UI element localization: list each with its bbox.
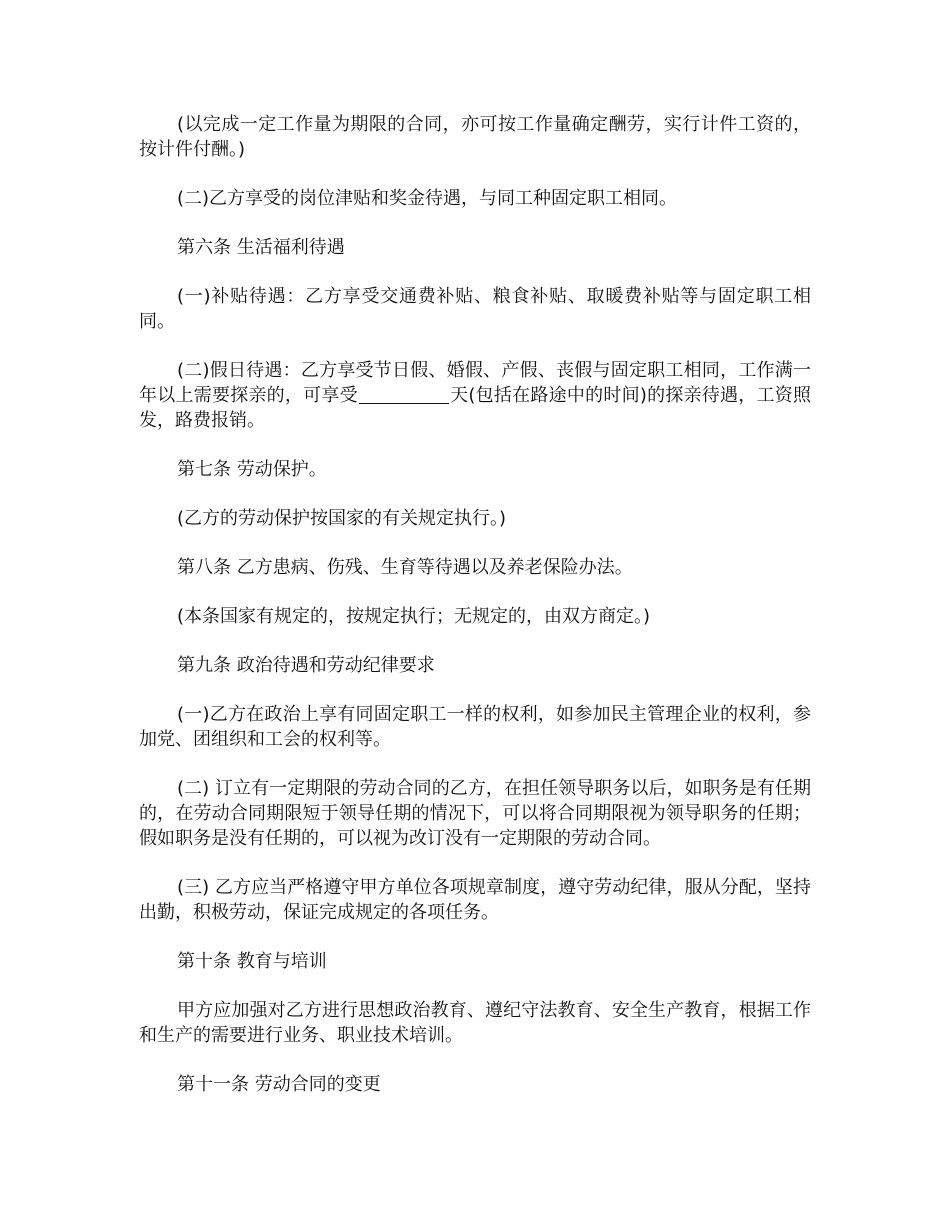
paragraph-holiday <box>139 358 811 433</box>
paragraph-leadership-term: (二) 订立有一定期限的劳动合同的乙方，在担任领导职务以后，如职务是有任期的，在劳动合同期限短于领导任期的情况下，可以将合同期限视为领导职务的任期；假如职务是没有任期的，可以视为改订没有一定期限的劳动合同。 <box>139 778 811 849</box>
paragraph-article-8-note: (本条国家有规定的，按规定执行；无规定的，由双方商定。) <box>177 606 651 627</box>
heading-article-8: 第八条 乙方患病、伤残、生育等待遇以及养老保险办法。 <box>177 557 633 578</box>
holiday-text-after: 天(包括在路途中的时间)的探亲待遇，工资照发，路费报销。 <box>139 385 812 431</box>
heading-article-11: 第十一条 劳动合同的变更 <box>177 1074 381 1095</box>
document-page <box>139 112 811 1121</box>
paragraph-allowance-bonus: (二)乙方享受的岗位津贴和奖金待遇，与同工种固定职工相同。 <box>177 188 678 209</box>
days-blank-field <box>359 385 449 404</box>
paragraph-subsidy: (一)补贴待遇：乙方享受交通费补贴、粮食补贴、取暖费补贴等与固定职工相同。 <box>139 286 811 332</box>
heading-article-10: 第十条 教育与培训 <box>177 951 327 972</box>
heading-article-6: 第六条 生活福利待遇 <box>177 237 345 258</box>
paragraph-piecework-note: (以完成一定工作量为期限的合同，亦可按工作量确定酬劳，实行计件工资的，按计件付酬。) <box>139 114 811 160</box>
paragraph-political-rights: (一)乙方在政治上享有同固定职工一样的权利，如参加民主管理企业的权利，参加党、团组织和工会的权利等。 <box>139 704 811 750</box>
paragraph-labor-protection: (乙方的劳动保护按国家的有关规定执行。) <box>177 508 507 529</box>
holiday-text-before: (二)假日待遇：乙方享受节日假、婚假、产假、丧假与固定职工相同，工作满一年以上需要探亲的，可享受 <box>139 360 811 406</box>
heading-article-7: 第七条 劳动保护。 <box>177 459 327 480</box>
paragraph-discipline: (三) 乙方应当严格遵守甲方单位各项规章制度，遵守劳动纪律，服从分配，坚持出勤，积极劳动，保证完成规定的各项任务。 <box>139 877 811 923</box>
paragraph-education: 甲方应加强对乙方进行思想政治教育、遵纪守法教育、安全生产教育，根据工作和生产的需要进行业务、职业技术培训。 <box>139 1000 811 1046</box>
heading-article-9: 第九条 政治待遇和劳动纪律要求 <box>177 655 435 676</box>
